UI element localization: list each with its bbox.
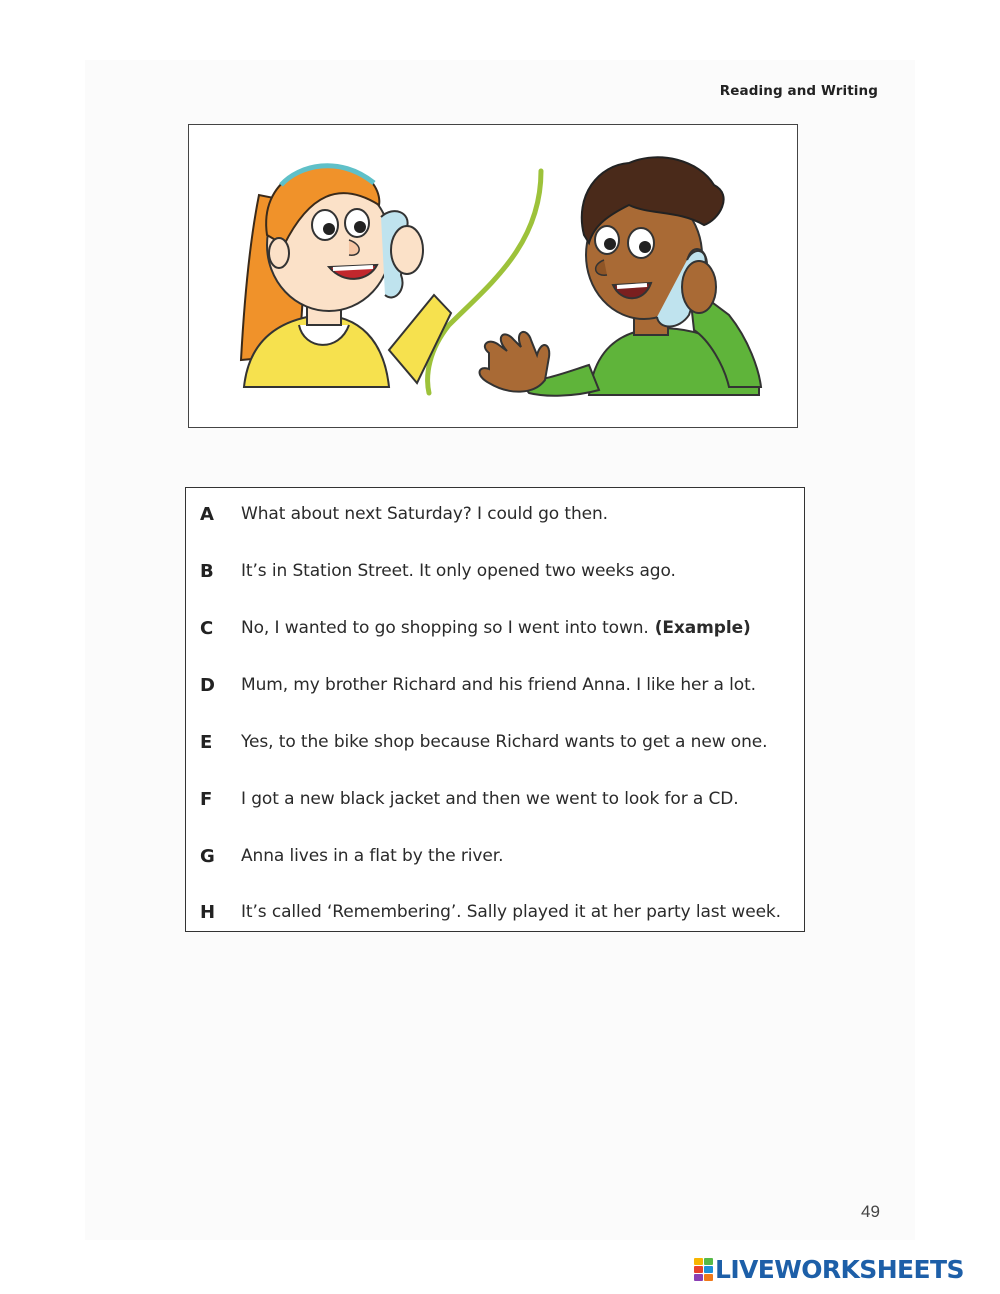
illustration-frame xyxy=(188,124,798,428)
liveworksheets-logo-icon xyxy=(693,1257,713,1281)
option-text: What about next Saturday? I could go then. xyxy=(241,504,608,524)
option-text: Yes, to the bike shop because Richard wants to get a new one. xyxy=(241,732,768,752)
boy-figure xyxy=(480,157,761,395)
girl-figure xyxy=(241,166,451,387)
brand-name: LIVEWORKSHEETS xyxy=(715,1254,964,1284)
page-number: 49 xyxy=(861,1202,880,1221)
brand-logo[interactable] xyxy=(693,1252,964,1286)
option-row-b xyxy=(186,556,804,586)
option-letter: G xyxy=(200,845,215,867)
example-tag: (Example) xyxy=(654,618,751,638)
option-letter: F xyxy=(200,788,213,810)
option-letter: C xyxy=(200,617,214,639)
option-letter: D xyxy=(200,674,215,696)
option-letter: E xyxy=(200,731,213,753)
option-row-f xyxy=(186,784,804,814)
option-row-h xyxy=(186,897,804,927)
option-letter: B xyxy=(200,560,214,582)
option-row-c xyxy=(186,613,804,643)
option-text: I got a new black jacket and then we went to look for a CD. xyxy=(241,789,739,809)
option-text: Anna lives in a flat by the river. xyxy=(241,846,504,866)
section-title: Reading and Writing xyxy=(719,83,878,99)
option-letter: A xyxy=(200,503,214,525)
option-text: No, I wanted to go shopping so I went into town. (Example) xyxy=(241,618,751,638)
option-row-d xyxy=(186,670,804,700)
answer-options-box xyxy=(185,487,805,932)
option-text: Mum, my brother Richard and his friend Anna. I like her a lot. xyxy=(241,675,756,695)
option-text: It’s in Station Street. It only opened two weeks ago. xyxy=(241,561,676,581)
phone-call-illustration-icon xyxy=(189,125,796,426)
option-row-a xyxy=(186,499,804,529)
option-text: It’s called ‘Remembering’. Sally played it at her party last week. xyxy=(241,902,781,922)
option-letter: H xyxy=(200,901,216,923)
option-row-e xyxy=(186,727,804,757)
option-row-g xyxy=(186,841,804,871)
